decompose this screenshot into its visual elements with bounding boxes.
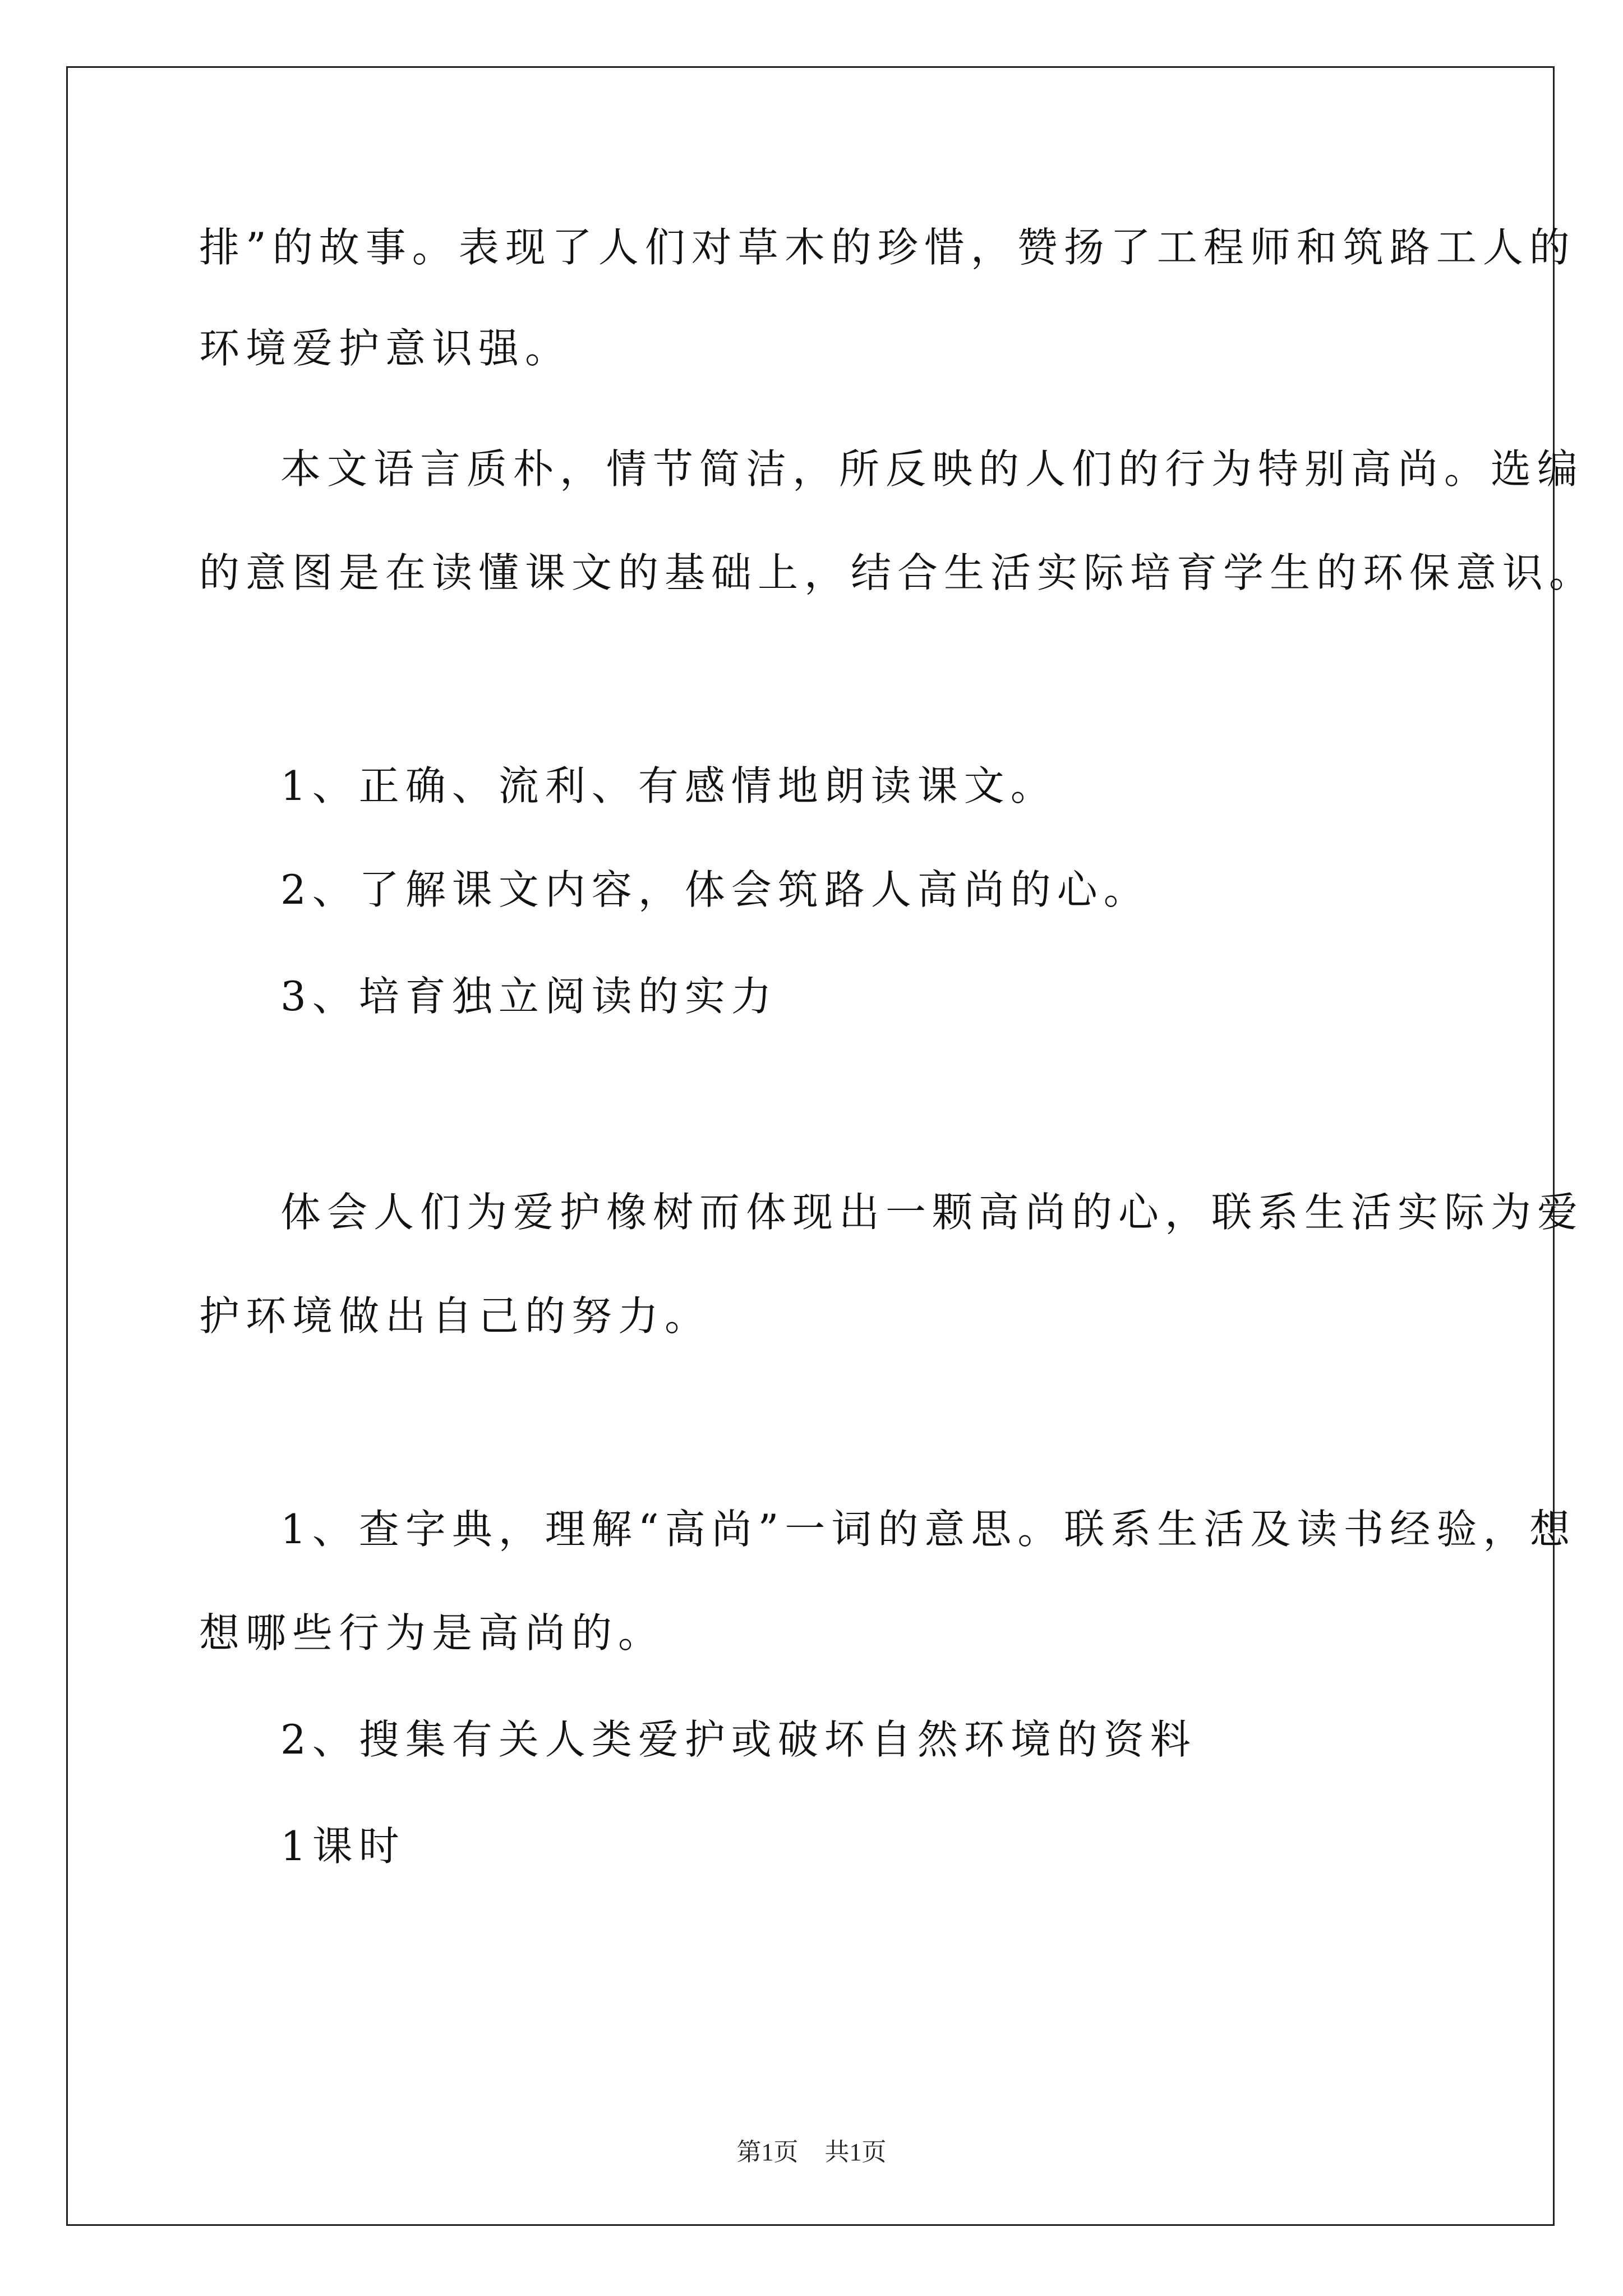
focus-line-2: 护环境做出自己的努力。 — [199, 1292, 712, 1340]
focus-line-1: 体会人们为爱护橡树而体现出一颗高尚的心，联系生活实际为爱 — [280, 1189, 1584, 1236]
preparation-1-line-2: 想哪些行为是高尚的。 — [199, 1609, 665, 1657]
page-footer — [0, 2132, 1623, 2168]
page-number: 第1页 — [736, 2138, 799, 2166]
preparation-2: 2、搜集有关人类爱护或破坏自然环境的资料 — [280, 1716, 1197, 1763]
paragraph-1-line-1: 排”的故事。表现了人们对草木的珍惜，赞扬了工程师和筑路工人的 — [199, 224, 1576, 271]
preparation-1-line-1: 1、查字典，理解“高尚”一词的意思。联系生活及读书经验，想 — [280, 1506, 1576, 1553]
paragraph-1-line-2: 环境爱护意识强。 — [199, 325, 572, 372]
paragraph-2-line-1: 本文语言质朴，情节简洁，所反映的人们的行为特别高尚。选编 — [280, 445, 1584, 493]
objective-1: 1、正确、流利、有感情地朗读课文。 — [280, 762, 1057, 809]
class-hours: 1课时 — [280, 1823, 405, 1870]
objective-3: 3、培育独立阅读的实力 — [280, 973, 778, 1020]
paragraph-2-line-2: 的意图是在读懂课文的基础上，结合生活实际培育学生的环保意识。 — [199, 549, 1596, 596]
objective-2: 2、了解课文内容，体会筑路人高尚的心。 — [280, 866, 1150, 913]
page-border — [66, 66, 1555, 2226]
page-total: 共1页 — [824, 2138, 887, 2166]
